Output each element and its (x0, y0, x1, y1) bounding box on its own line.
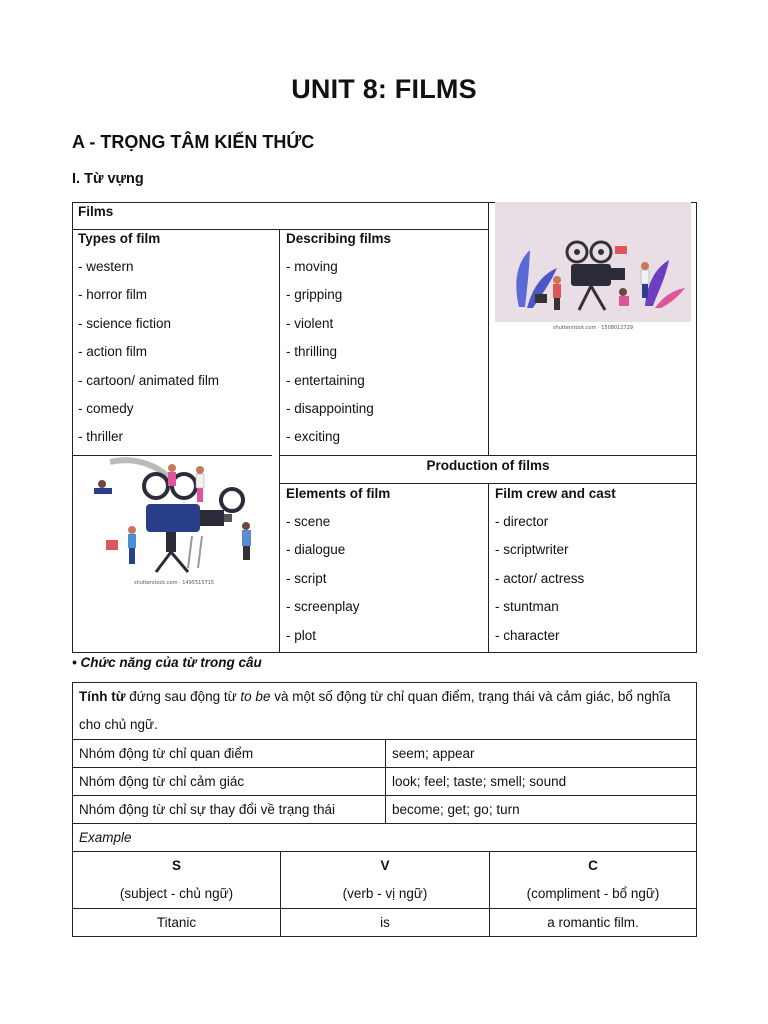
verb-examples: look; feel; taste; smell; sound (386, 768, 697, 796)
example-verb: is (281, 909, 490, 937)
to-be-term: to be (240, 689, 271, 704)
vocabulary-subtitle: I. Từ vựng (72, 171, 144, 187)
table-row (73, 768, 697, 796)
rule-text-2: và một số động từ chỉ quan điểm, trạng thái và cảm giác, bổ nghĩa cho chủ ngữ. (79, 689, 671, 732)
verb-group: Nhóm động từ chỉ sự thay đổi về trạng thái (73, 796, 386, 824)
verb-examples: become; get; go; turn (386, 796, 697, 824)
films-header: Films (78, 204, 114, 219)
table-row (73, 740, 697, 768)
c-desc: (compliment - bổ ngữ) (526, 886, 660, 901)
image2-caption: shutterstock.com · 1495515715 (133, 580, 215, 586)
list-item: - entertaining (286, 372, 365, 388)
word-function-note: • Chức năng của từ trong câu (72, 655, 262, 670)
verb-examples: seem; appear (386, 740, 697, 768)
example-row (73, 909, 697, 937)
table-row (73, 796, 697, 824)
complement-header (490, 852, 697, 909)
film-crew-header: Film crew and cast (495, 486, 616, 501)
adjective-rule (73, 683, 697, 740)
list-item: - dialogue (286, 542, 346, 558)
v-label: V (380, 858, 390, 873)
example-label: Example (73, 824, 697, 852)
list-item: - moving (286, 259, 338, 274)
s-desc: (subject - chủ ngữ) (119, 886, 234, 901)
types-of-film-header: Types of film (78, 231, 161, 246)
c-label: C (588, 858, 598, 873)
list-item: - director (495, 514, 549, 529)
describing-films-header: Describing films (286, 231, 392, 246)
list-item: - western (78, 259, 134, 274)
example-subject: Titanic (73, 909, 281, 937)
vocabulary-table (72, 202, 697, 653)
list-item: - scene (286, 514, 331, 529)
grammar-table (72, 682, 697, 937)
projector-team-illustration (76, 456, 272, 590)
list-item: - comedy (78, 401, 134, 416)
verb-group: Nhóm động từ chỉ cảm giác (73, 768, 386, 796)
film-crew-illustration (495, 202, 691, 334)
list-item: - cartoon/ animated film (78, 372, 220, 388)
rule-text-1: đứng sau động từ (125, 689, 241, 704)
example-complement: a romantic film. (490, 909, 697, 937)
list-item: - plot (286, 627, 317, 643)
list-item: - script (286, 570, 327, 586)
production-of-films-header: Production of films (426, 458, 550, 473)
page-title: UNIT 8: FILMS (291, 74, 477, 104)
list-item: - exciting (286, 429, 341, 445)
list-item: - actor/ actress (495, 570, 585, 586)
elements-of-film-header: Elements of film (286, 486, 391, 501)
list-item: - horror film (78, 287, 148, 303)
v-desc: (verb - vị ngữ) (342, 886, 428, 901)
list-item: - character (495, 627, 560, 643)
image1-caption: shutterstock.com · 1508012729 (552, 325, 634, 331)
verb-group: Nhóm động từ chỉ quan điểm (73, 740, 386, 768)
section-title: A - TRỌNG TÂM KIẾN THỨC (72, 132, 315, 152)
list-item: - thriller (78, 429, 124, 445)
list-item: - screenplay (286, 599, 360, 615)
list-item: - stuntman (495, 599, 559, 615)
list-item: - action film (78, 344, 148, 360)
list-item: - thrilling (286, 344, 338, 360)
list-item: - violent (286, 315, 334, 331)
verb-header (281, 852, 490, 909)
s-label: S (171, 858, 181, 873)
list-item: - science fiction (78, 315, 172, 331)
list-item: - disappointing (286, 401, 374, 416)
subject-header (73, 852, 281, 909)
adjective-term: Tính từ (79, 689, 126, 704)
list-item: - gripping (286, 287, 343, 303)
list-item: - scriptwriter (495, 542, 569, 558)
